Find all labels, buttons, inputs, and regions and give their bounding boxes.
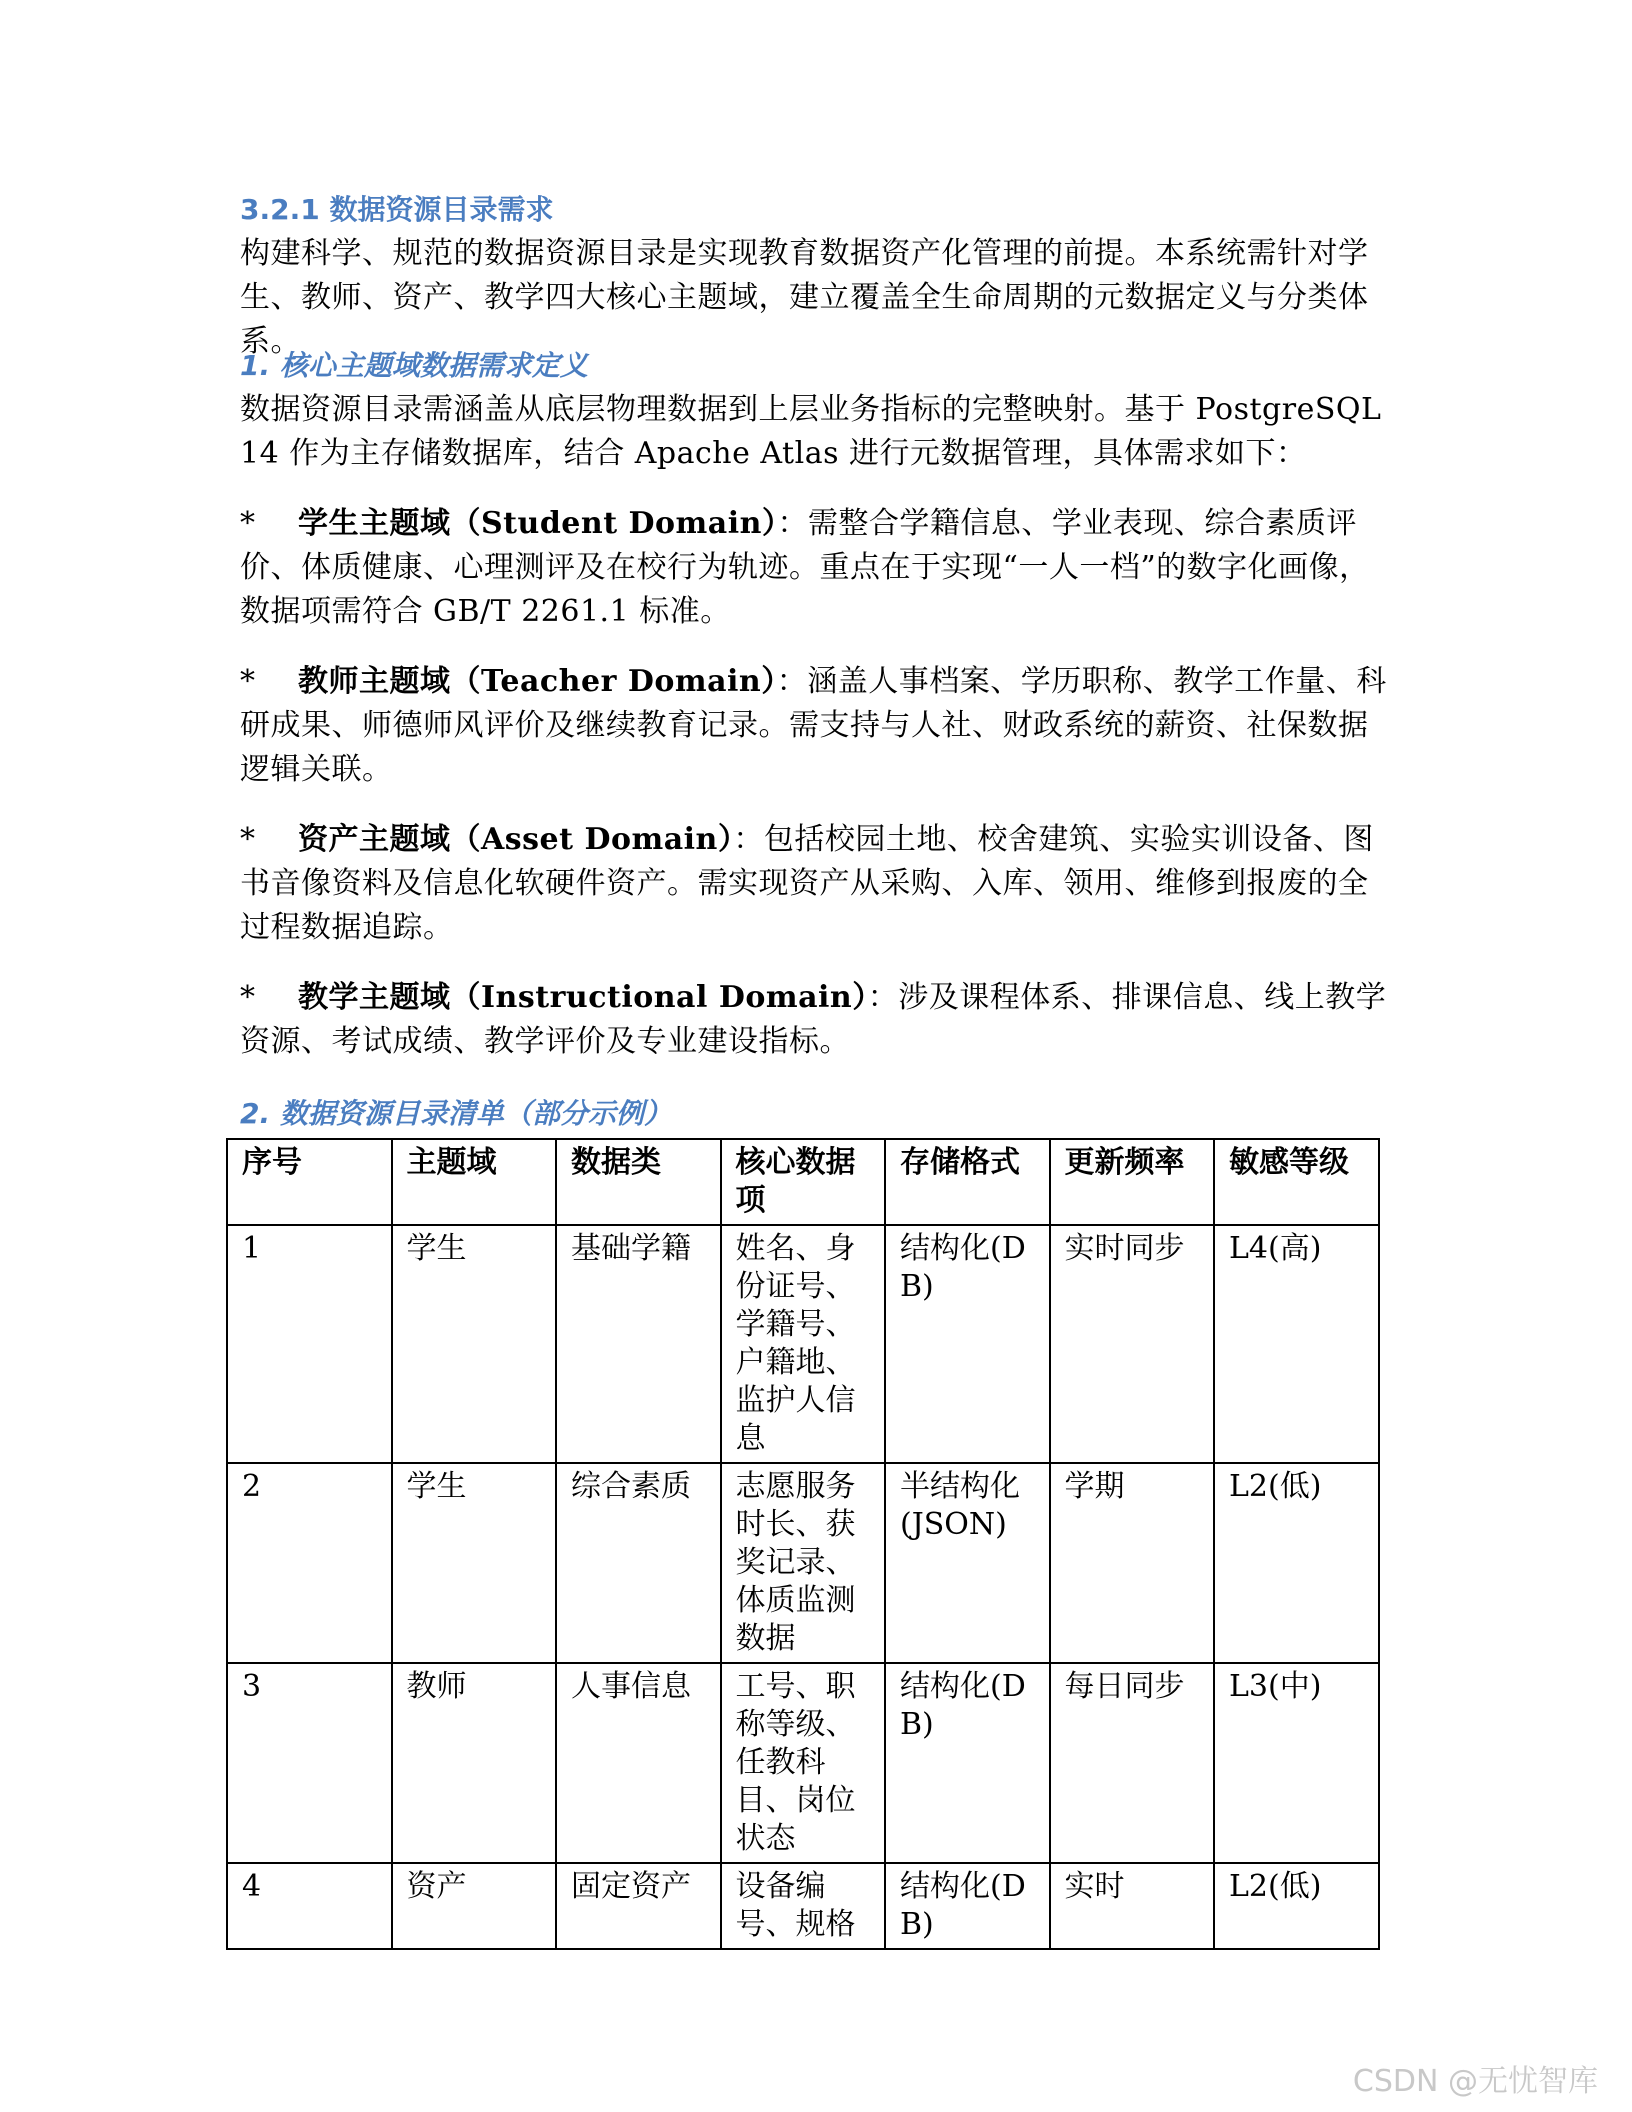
part1-intro: 数据资源目录需涵盖从底层物理数据到上层业务指标的完整映射。基于 PostgreSQL 14 作为主存储数据库，结合 Apache Atlas 进行元数据管理，具体需求如下： — [240, 392, 1382, 471]
table-row — [227, 1463, 1379, 1663]
table-cell: 结构化(DB) — [885, 1863, 1050, 1949]
table-row — [227, 1225, 1379, 1463]
bullet-term: 教师主题域（Teacher Domain） — [298, 664, 777, 699]
header-cell: 数据类 — [556, 1139, 721, 1225]
part1-title: 1. 核心主题域数据需求定义 — [240, 349, 588, 382]
header-cell: 序号 — [227, 1139, 392, 1225]
table-cell: 学生 — [392, 1225, 557, 1463]
table-cell: 2 — [227, 1463, 392, 1663]
table-cell: L2(低) — [1214, 1863, 1379, 1949]
part2-title: 2. 数据资源目录清单（部分示例） — [240, 1097, 672, 1130]
table-cell: 综合素质 — [556, 1463, 721, 1663]
bullet-asset-domain — [240, 818, 1390, 950]
table-cell: 工号、职称等级、任教科目、岗位状态 — [721, 1663, 886, 1863]
header-cell: 核心数据项 — [721, 1139, 886, 1225]
table-cell: 3 — [227, 1663, 392, 1863]
table-cell: 结构化(DB) — [885, 1225, 1050, 1463]
table-cell: 人事信息 — [556, 1663, 721, 1863]
bullet-text: ：包括校园土地、校舍建筑、实验实训设备、图书音像资料及信息化软硬件资产。需实现资产从采购、入库、领用、维修到报废的全过程数据追踪。 — [240, 822, 1374, 945]
table-cell: 每日同步 — [1050, 1663, 1215, 1863]
table-cell: 4 — [227, 1863, 392, 1949]
bullet-mark: * — [240, 980, 256, 1015]
bullet-mark: * — [240, 664, 256, 699]
bullet-mark: * — [240, 506, 256, 541]
table-cell: L4(高) — [1214, 1225, 1379, 1463]
table-row — [227, 1863, 1379, 1949]
bullet-text: ：需整合学籍信息、学业表现、综合素质评价、体质健康、心理测评及在校行为轨迹。重点在于实现“一人一档”的数字化画像，数据项需符合 GB/T 2261.1 标准。 — [240, 506, 1370, 629]
header-cell: 存储格式 — [885, 1139, 1050, 1225]
table-cell: 学期 — [1050, 1463, 1215, 1663]
section-title: 3.2.1 数据资源目录需求 — [240, 193, 554, 226]
table-cell: 教师 — [392, 1663, 557, 1863]
bullet-text: ：涵盖人事档案、学历职称、教学工作量、科研成果、师德师风评价及继续教育记录。需支持与人社、财政系统的薪资、社保数据逻辑关联。 — [240, 664, 1387, 787]
bullet-mark: * — [240, 822, 256, 857]
bullet-term: 学生主题域（Student Domain） — [298, 506, 778, 541]
table-cell: 学生 — [392, 1463, 557, 1663]
table-cell: 实时同步 — [1050, 1225, 1215, 1463]
table-cell: 结构化(DB) — [885, 1663, 1050, 1863]
table-cell: 1 — [227, 1225, 392, 1463]
bullet-term: 教学主题域（Instructional Domain） — [298, 980, 868, 1015]
table-cell: 志愿服务时长、获奖记录、体质监测数据 — [721, 1463, 886, 1663]
table-row — [227, 1663, 1379, 1863]
section-intro: 构建科学、规范的数据资源目录是实现教育数据资产化管理的前提。本系统需针对学生、教师、资产、教学四大核心主题域，建立覆盖全生命周期的元数据定义与分类体系。 — [240, 236, 1369, 359]
watermark: CSDN @无忧智库 — [1352, 2064, 1598, 2099]
table-cell: L3(中) — [1214, 1663, 1379, 1863]
table-cell: 基础学籍 — [556, 1225, 721, 1463]
table-cell: L2(低) — [1214, 1463, 1379, 1663]
table-cell: 设备编号、规格 — [721, 1863, 886, 1949]
bullet-teacher-domain — [240, 660, 1390, 792]
table-cell: 固定资产 — [556, 1863, 721, 1949]
bullet-student-domain — [240, 502, 1390, 634]
bullet-text: ：涉及课程体系、排课信息、线上教学资源、考试成绩、教学评价及专业建设指标。 — [240, 980, 1387, 1059]
header-cell: 主题域 — [392, 1139, 557, 1225]
table-cell: 姓名、身份证号、学籍号、户籍地、监护人信息 — [721, 1225, 886, 1463]
header-cell: 敏感等级 — [1214, 1139, 1379, 1225]
table-cell: 实时 — [1050, 1863, 1215, 1949]
table-header-row — [227, 1139, 1379, 1225]
bullet-term: 资产主题域（Asset Domain） — [298, 822, 734, 857]
table-cell: 半结构化(JSON) — [885, 1463, 1050, 1663]
table-cell: 资产 — [392, 1863, 557, 1949]
data-catalog-table — [226, 1138, 1380, 1950]
header-cell: 更新频率 — [1050, 1139, 1215, 1225]
bullet-instructional-domain — [240, 976, 1390, 1064]
